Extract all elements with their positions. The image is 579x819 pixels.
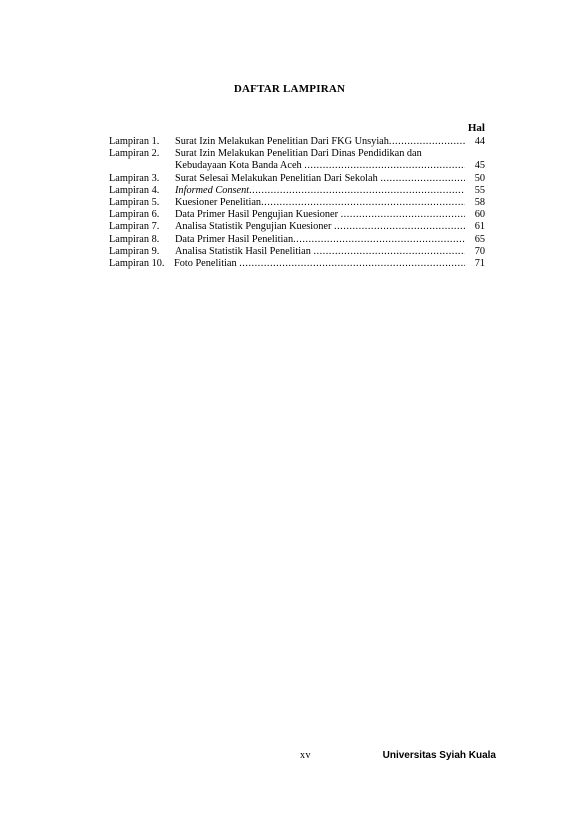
dot-leader	[380, 173, 465, 185]
dot-leader	[313, 246, 465, 258]
dot-leader	[249, 185, 465, 197]
entry-label: Lampiran 3.	[109, 172, 160, 184]
entry-title: Foto Penelitian	[174, 258, 237, 270]
entry-title: Surat Izin Melakukan Penelitian Dari FKG Unsyiah	[175, 136, 389, 147]
list-item	[109, 221, 485, 233]
entry-title: Analisa Statistik Pengujian Kuesioner	[175, 221, 332, 233]
list-item	[109, 209, 485, 221]
entry-label: Lampiran 5.	[109, 197, 160, 209]
entry-page: 50	[474, 172, 485, 184]
entry-title-continued: Kebudayaan Kota Banda Aceh	[175, 160, 302, 172]
dot-leader	[239, 258, 465, 270]
page-title: DAFTAR LAMPIRAN	[233, 83, 346, 95]
list-item	[109, 197, 485, 209]
entry-page: 70	[474, 245, 485, 257]
entry-page: 58	[474, 197, 485, 209]
list-item	[109, 234, 485, 246]
entry-label: Lampiran 6.	[109, 209, 160, 221]
entry-label: Lampiran 9.	[109, 245, 160, 257]
dot-leader	[304, 160, 465, 172]
list-item	[109, 246, 485, 258]
list-item	[109, 136, 485, 148]
dot-leader	[334, 221, 465, 233]
entry-page: 45	[474, 160, 485, 172]
dot-leader	[293, 234, 465, 246]
entry-title: Surat Izin Melakukan Penelitian Dari Dinas Pendidikan dan	[175, 148, 422, 160]
list-item-continuation	[109, 160, 485, 172]
entry-title: Data Primer Hasil Penelitian	[175, 233, 294, 245]
entry-page: 55	[474, 184, 485, 196]
page-number: xv	[300, 750, 311, 761]
university-name: Universitas Syiah Kuala	[382, 750, 496, 761]
entry-label: Lampiran 8.	[109, 233, 160, 245]
entry-title: Analisa Statistik Hasil Penelitian	[175, 245, 311, 257]
entry-page: 61	[474, 221, 485, 233]
entry-title: Informed Consent	[175, 184, 250, 196]
entry-page: 44	[474, 136, 485, 147]
entry-title: Data Primer Hasil Pengujian Kuesioner	[175, 209, 338, 221]
entry-page: 60	[474, 209, 485, 221]
entry-page: 65	[474, 233, 485, 245]
page-column-header: Hal	[467, 122, 485, 134]
dot-leader	[341, 209, 465, 221]
entry-label: Lampiran 10.	[109, 258, 165, 270]
entry-label: Lampiran 2.	[109, 148, 160, 160]
list-item	[109, 185, 485, 197]
list-item	[109, 258, 485, 270]
list-item	[109, 173, 485, 185]
entry-title: Surat Selesai Melakukan Penelitian Dari Sekolah	[175, 172, 378, 184]
list-item	[109, 148, 485, 160]
entry-title: Kuesioner Penelitian	[175, 197, 262, 209]
entry-page: 71	[474, 258, 485, 270]
entry-label: Lampiran 1.	[109, 136, 160, 147]
entry-label: Lampiran 7.	[109, 221, 160, 233]
table-of-contents	[109, 136, 485, 270]
dot-leader	[389, 136, 465, 148]
dot-leader	[261, 197, 465, 209]
entry-label: Lampiran 4.	[109, 184, 160, 196]
